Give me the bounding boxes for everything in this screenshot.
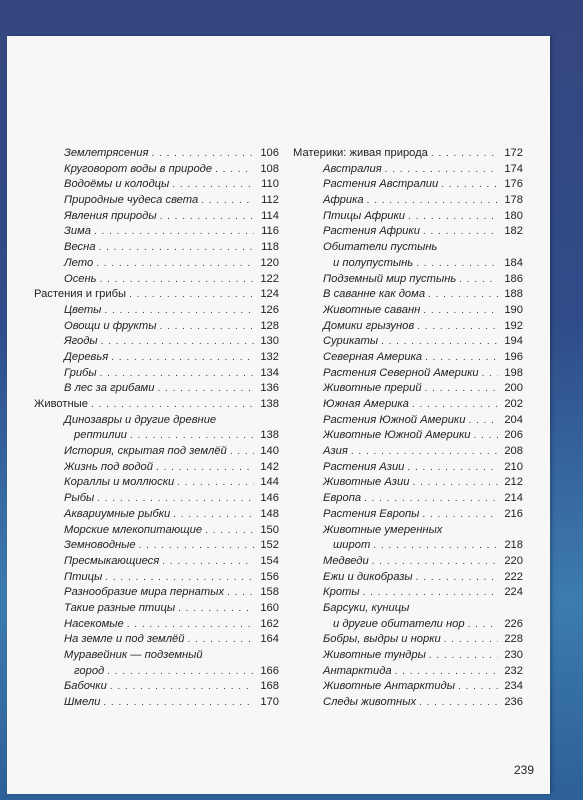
toc-entry — [293, 538, 523, 554]
toc-entry-title: Растения Европы — [323, 507, 420, 520]
toc-entry-page: 176 — [504, 178, 523, 191]
leader-dots — [227, 585, 254, 601]
leader-dots — [372, 554, 498, 570]
page-number: 239 — [513, 763, 534, 777]
toc-entry — [293, 444, 523, 460]
leader-dots — [159, 319, 254, 335]
toc-entry-title: Аквариумные рыбки — [64, 507, 171, 520]
leader-dots — [100, 272, 254, 288]
toc-entry-page: 172 — [504, 147, 523, 159]
toc-entry — [34, 664, 279, 680]
toc-entry — [34, 350, 279, 366]
toc-entry — [34, 570, 279, 586]
toc-entry-title: Растения Африки — [323, 225, 420, 238]
leader-dots — [97, 491, 254, 507]
leader-dots — [103, 695, 254, 711]
leader-dots — [205, 523, 254, 539]
toc-entry-title: рептилии — [74, 429, 127, 442]
toc-entry — [293, 177, 523, 193]
toc-entry — [34, 319, 279, 335]
leader-dots — [468, 413, 498, 429]
toc-entry — [293, 272, 523, 288]
toc-entry-page: 226 — [504, 617, 523, 630]
toc-entry-page: 146 — [260, 492, 279, 505]
toc-entry — [293, 366, 523, 382]
leader-dots — [230, 444, 254, 460]
leader-dots — [407, 460, 498, 476]
toc-entry — [293, 287, 523, 303]
toc-entry-title: Животные — [34, 398, 88, 410]
toc-entry-page: 162 — [260, 617, 279, 630]
leader-dots — [201, 193, 254, 209]
toc-entry-title: Обитатели пустынь — [323, 241, 438, 254]
leader-dots — [367, 193, 498, 209]
toc-entry-title: В лес за грибами — [64, 382, 155, 395]
toc-entry-title: Шмели — [64, 696, 101, 709]
toc-entry-title: Подземный мир пустынь — [323, 272, 457, 285]
toc-entry-page: 180 — [504, 209, 523, 222]
toc-entry-title: Барсуки, куницы — [323, 601, 410, 614]
toc-entry — [293, 334, 523, 350]
leader-dots — [177, 475, 254, 491]
toc-entry-page: 188 — [504, 288, 523, 301]
toc-entry — [293, 162, 523, 178]
leader-dots — [215, 162, 254, 178]
toc-entry — [34, 428, 279, 444]
toc-entry-title: Жизнь под водой — [64, 460, 153, 473]
toc-entry — [34, 695, 279, 711]
toc-entry-page: 142 — [260, 460, 279, 473]
toc-entry-page: 112 — [261, 194, 279, 207]
toc-entry-page: 234 — [504, 680, 523, 693]
toc-entry-page: 138 — [260, 398, 279, 410]
leader-dots — [444, 632, 498, 648]
toc-entry-title: Муравейник — подземный — [64, 649, 203, 661]
toc-entry-title: Животные тундры — [323, 649, 426, 661]
toc-entry-title: Природные чудеса света — [64, 194, 199, 207]
toc-entry-title: Растения Азии — [323, 460, 405, 473]
toc-entry — [293, 695, 523, 711]
leader-dots — [96, 256, 254, 272]
toc-entry-page: 116 — [261, 225, 279, 238]
toc-entry-title: Животные Антарктиды — [323, 680, 455, 693]
toc-entry-title: Динозавры и другие древние — [64, 413, 217, 426]
toc-entry-title: Кроты — [323, 586, 360, 599]
toc-entry-title: широт — [333, 539, 371, 552]
leader-dots — [473, 428, 498, 444]
leader-dots — [105, 570, 254, 586]
toc-entry-page: 106 — [260, 147, 279, 159]
toc-entry — [293, 523, 523, 539]
toc-entry-page: 114 — [261, 209, 279, 222]
toc-entry-page: 158 — [260, 586, 279, 599]
leader-dots — [178, 601, 254, 617]
book-page — [7, 36, 550, 794]
toc-entry-page: 214 — [504, 492, 523, 505]
leader-dots — [111, 350, 254, 366]
toc-entry-page: 182 — [504, 225, 523, 238]
toc-entry — [293, 601, 523, 617]
toc-entry — [34, 303, 279, 319]
toc-entry-page: 202 — [504, 398, 523, 410]
toc-entry-title: Северная Америка — [323, 350, 423, 363]
toc-entry — [34, 224, 279, 240]
leader-dots — [173, 507, 254, 523]
toc-entry-title: Лето — [64, 256, 94, 269]
toc-entry — [293, 679, 523, 695]
toc-entry-page: 178 — [504, 194, 523, 207]
toc-entry — [293, 475, 523, 491]
toc-entry-page: 124 — [260, 288, 279, 301]
toc-entry-page: 156 — [260, 570, 279, 583]
toc-entry — [34, 507, 279, 523]
leader-dots — [160, 209, 254, 225]
toc-entry-title: Южная Америка — [323, 398, 409, 410]
toc-entry-title: Круговорот воды в природе — [64, 162, 213, 175]
leader-dots — [408, 209, 498, 225]
toc-entry — [34, 538, 279, 554]
leader-dots — [431, 146, 498, 162]
toc-entry-title: Пресмыкающиеся — [64, 554, 160, 567]
leader-dots — [416, 570, 498, 586]
leader-dots — [151, 146, 254, 162]
toc-entry-title: Овощи и фрукты — [64, 319, 157, 332]
toc-entry-page: 196 — [504, 350, 523, 363]
toc-entry-title: В саванне как дома — [323, 288, 426, 301]
leader-dots — [110, 679, 254, 695]
leader-dots — [428, 287, 498, 303]
toc-entry-page: 140 — [260, 445, 279, 458]
toc-entry-title: На земле и под землёй — [64, 633, 185, 646]
toc-entry — [293, 648, 523, 664]
toc-entry — [34, 209, 279, 225]
toc-entry — [293, 491, 523, 507]
toc-entry — [293, 632, 523, 648]
toc-entry-title: Цветы — [64, 303, 102, 316]
toc-right-column — [293, 146, 523, 711]
toc-entry — [34, 397, 279, 413]
toc-entry — [293, 146, 523, 162]
toc-entry — [34, 256, 279, 272]
toc-entry — [293, 193, 523, 209]
toc-entry-page: 206 — [504, 429, 523, 442]
leader-dots — [425, 350, 498, 366]
leader-dots — [100, 366, 254, 382]
toc-entry-page: 192 — [504, 319, 523, 332]
toc-entry-page: 212 — [504, 476, 523, 489]
toc-entry-title: Насекомые — [64, 617, 124, 630]
toc-entry-title: История, скрытая под землёй — [64, 445, 227, 458]
toc-entry — [34, 460, 279, 476]
toc-entry-page: 198 — [504, 366, 523, 379]
leader-dots — [468, 617, 498, 633]
leader-dots — [91, 397, 254, 413]
toc-entry — [293, 240, 523, 256]
toc-entry-title: город — [74, 664, 105, 677]
toc-entry-page: 186 — [504, 272, 523, 285]
leader-dots — [429, 648, 498, 664]
leader-dots — [187, 632, 254, 648]
leader-dots — [459, 272, 498, 288]
toc-entry — [293, 585, 523, 601]
toc-entry — [34, 648, 279, 664]
leader-dots — [385, 162, 498, 178]
toc-entry-page: 150 — [260, 523, 279, 536]
toc-entry — [34, 679, 279, 695]
leader-dots — [139, 538, 254, 554]
toc-entry-title: Растения и грибы — [34, 288, 127, 301]
toc-entry — [293, 350, 523, 366]
toc-entry-page: 134 — [260, 366, 279, 379]
toc-entry-title: Материки: живая природа — [293, 147, 428, 159]
leader-dots — [351, 444, 498, 460]
leader-dots — [416, 256, 498, 272]
toc-entry — [34, 554, 279, 570]
toc-entry — [293, 209, 523, 225]
toc-entry-title: Весна — [64, 241, 96, 254]
leader-dots — [104, 303, 254, 319]
toc-entry-title: Морские млекопитающие — [64, 523, 203, 536]
toc-entry-page: 144 — [260, 476, 279, 489]
toc-entry — [293, 507, 523, 523]
toc-entry-title: Животные прерий — [323, 382, 422, 395]
toc-entry-page: 190 — [504, 303, 523, 316]
toc-entry-page: 204 — [504, 413, 523, 426]
toc-entry-title: и полупустынь — [333, 256, 414, 269]
toc-entry-title: Животные Азии — [323, 476, 410, 489]
toc-entry-page: 222 — [504, 570, 523, 583]
toc-entry-page: 138 — [260, 429, 279, 442]
toc-entry-title: Европа — [323, 492, 362, 505]
toc-entry-page: 166 — [260, 664, 279, 677]
toc-entry-title: Осень — [64, 272, 97, 285]
toc-entry-page: 130 — [260, 335, 279, 348]
toc-entry-page: 218 — [504, 539, 523, 552]
toc-entry — [293, 570, 523, 586]
toc-entry-page: 160 — [260, 601, 279, 614]
leader-dots — [395, 664, 498, 680]
leader-dots — [129, 287, 254, 303]
toc-entry-page: 236 — [504, 696, 523, 709]
leader-dots — [423, 224, 498, 240]
toc-entry-title: Ягоды — [64, 335, 98, 348]
toc-entry — [34, 162, 279, 178]
toc-entry-page: 152 — [260, 539, 279, 552]
toc-entry-page: 120 — [260, 256, 279, 269]
toc-entry-title: Зима — [64, 225, 91, 238]
toc-entry-title: Сурикаты — [323, 335, 379, 348]
toc-entry — [293, 460, 523, 476]
toc-entry — [293, 224, 523, 240]
toc-entry-title: Разнообразие мира пернатых — [64, 586, 225, 599]
toc-entry-title: Антарктида — [323, 664, 392, 677]
toc-entry-page: 184 — [504, 256, 523, 269]
toc-entry-page: 232 — [504, 664, 523, 677]
toc-entry-title: Азия — [323, 445, 348, 458]
leader-dots — [458, 679, 498, 695]
leader-dots — [417, 319, 498, 335]
toc-entry-title: Медведи — [323, 554, 369, 567]
toc-entry-title: Бобры, выдры и норки — [323, 633, 441, 646]
leader-dots — [127, 617, 254, 633]
leader-dots — [422, 507, 498, 523]
toc-entry — [34, 601, 279, 617]
toc-entry — [34, 585, 279, 601]
toc-entry — [34, 381, 279, 397]
toc-entry — [293, 428, 523, 444]
leader-dots — [107, 664, 254, 680]
toc-entry-title: Австралия — [323, 162, 382, 175]
leader-dots — [419, 695, 498, 711]
leader-dots — [99, 240, 254, 256]
toc-entry-title: Животные саванн — [323, 303, 421, 316]
toc-entry-page: 108 — [260, 162, 279, 175]
toc-entry — [34, 523, 279, 539]
toc-entry — [34, 146, 279, 162]
toc-entry-page: 220 — [504, 554, 523, 567]
leader-dots — [130, 428, 254, 444]
toc-entry-page: 168 — [260, 680, 279, 693]
toc-entry — [293, 381, 523, 397]
leader-dots — [381, 334, 498, 350]
toc-entry-title: Домики грызунов — [323, 319, 415, 332]
toc-entry — [293, 617, 523, 633]
toc-entry-page: 136 — [260, 382, 279, 395]
leader-dots — [101, 334, 254, 350]
leader-dots — [373, 538, 498, 554]
leader-dots — [157, 381, 254, 397]
toc-entry-title: Следы животных — [323, 696, 417, 709]
leader-dots — [156, 460, 254, 476]
leader-dots — [364, 491, 498, 507]
toc-entry-title: Бабочки — [64, 680, 107, 693]
toc-entry-page: 126 — [260, 303, 279, 316]
toc-entry-page: 164 — [260, 633, 279, 646]
toc-entry-page: 118 — [261, 241, 279, 254]
toc-entry-title: Африка — [323, 194, 364, 207]
toc-entry-page: 230 — [504, 649, 523, 661]
toc-entry-page: 110 — [261, 178, 279, 191]
toc-entry-title: Явления природы — [64, 209, 157, 222]
toc-entry-title: и другие обитатели нор — [333, 617, 465, 630]
toc-entry — [34, 475, 279, 491]
toc-entry-title: Кораллы и моллюски — [64, 476, 175, 489]
toc-entry — [34, 444, 279, 460]
toc-entry — [34, 632, 279, 648]
toc-entry — [34, 287, 279, 303]
toc-entry-page: 208 — [504, 445, 523, 458]
toc-entry — [34, 177, 279, 193]
toc-entry — [293, 319, 523, 335]
toc-entry-title: Земноводные — [64, 539, 136, 552]
toc-entry-title: Грибы — [64, 366, 97, 379]
leader-dots — [94, 224, 254, 240]
toc-entry-page: 228 — [504, 633, 523, 646]
leader-dots — [412, 397, 498, 413]
toc-entry-page: 210 — [504, 460, 523, 473]
leader-dots — [363, 585, 498, 601]
toc-entry-title: Птицы Африки — [323, 209, 406, 222]
toc-entry-title: Деревья — [64, 350, 109, 363]
toc-entry — [293, 554, 523, 570]
toc-entry — [34, 240, 279, 256]
toc-entry — [34, 272, 279, 288]
toc-entry-page: 216 — [504, 507, 523, 520]
toc-entry — [34, 617, 279, 633]
leader-dots — [412, 475, 498, 491]
toc-entry — [34, 334, 279, 350]
toc-entry-page: 122 — [260, 272, 279, 285]
toc-entry-page: 154 — [260, 554, 279, 567]
toc-left-column — [34, 146, 279, 711]
toc-entry-page: 170 — [260, 696, 279, 709]
toc-entry-title: Ежи и дикобразы — [323, 570, 413, 583]
leader-dots — [425, 381, 498, 397]
toc-entry-title: Животные Южной Америки — [323, 429, 471, 442]
toc-entry-page: 174 — [504, 162, 523, 175]
toc-entry-title: Растения Южной Америки — [323, 413, 466, 426]
leader-dots — [423, 303, 498, 319]
toc-entry — [293, 303, 523, 319]
leader-dots — [162, 554, 254, 570]
toc-entry — [34, 193, 279, 209]
toc-entry-title: Птицы — [64, 570, 103, 583]
toc-entry-title: Растения Австралии — [323, 178, 439, 191]
leader-dots — [482, 366, 498, 382]
toc-entry-page: 132 — [260, 350, 279, 363]
toc-entry — [293, 256, 523, 272]
toc-entry-title: Животные умеренных — [323, 523, 443, 536]
toc-entry — [293, 413, 523, 429]
toc-entry-title: Землетрясения — [64, 147, 149, 159]
toc-entry — [293, 664, 523, 680]
toc-entry-title: Такие разные птицы — [64, 601, 176, 614]
toc-entry-title: Рыбы — [64, 492, 95, 505]
toc-entry — [293, 397, 523, 413]
toc-entry — [34, 366, 279, 382]
toc-entry-page: 224 — [504, 586, 523, 599]
leader-dots — [441, 177, 498, 193]
toc-entry — [34, 413, 279, 429]
toc-entry-title: Водоёмы и колодцы — [64, 178, 170, 191]
toc-entry-title: Растения Северной Америки — [323, 366, 479, 379]
toc-entry-page: 200 — [504, 382, 523, 395]
toc-entry — [34, 491, 279, 507]
leader-dots — [172, 177, 254, 193]
toc-entry-page: 128 — [260, 319, 279, 332]
toc-entry-page: 148 — [260, 507, 279, 520]
toc-entry-page: 194 — [504, 335, 523, 348]
